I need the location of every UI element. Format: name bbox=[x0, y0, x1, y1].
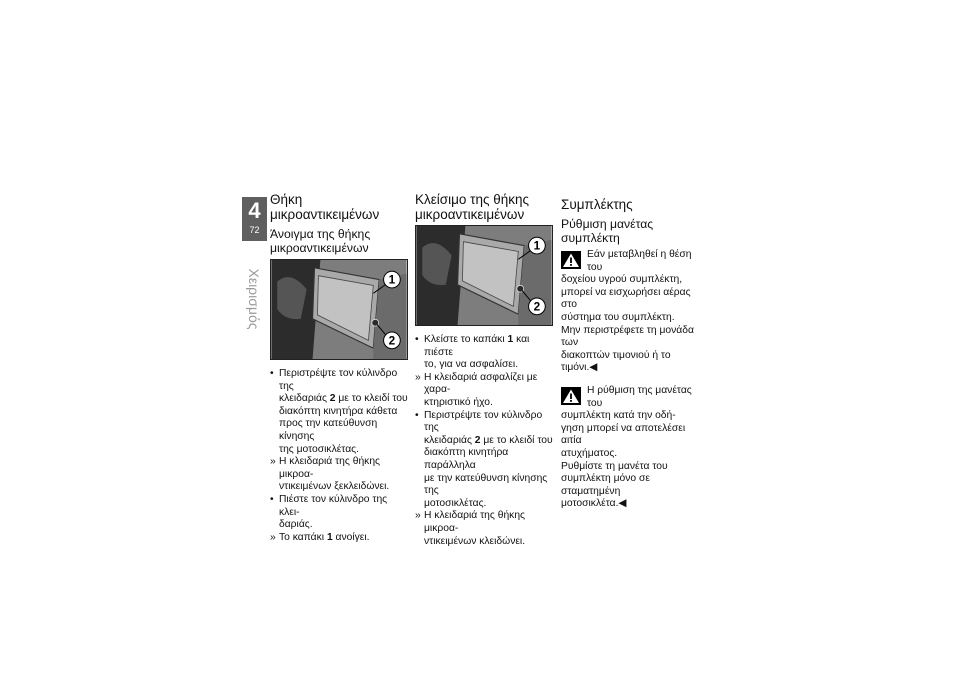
page-number: 72 bbox=[249, 225, 260, 235]
warning-block bbox=[561, 249, 703, 375]
bullet-mark: • bbox=[270, 368, 274, 379]
step-result: » Η κλειδαριά της θήκης μικροα- ντικειμένων κλειδώνει. bbox=[415, 510, 526, 547]
step-item: • Πιέστε τον κύλινδρο της κλει- δαριάς. bbox=[270, 493, 388, 531]
warning-triangle-icon bbox=[561, 387, 581, 405]
warning-triangle-icon bbox=[561, 251, 581, 269]
section-heading bbox=[415, 192, 555, 222]
column-clutch bbox=[561, 192, 703, 511]
bullet-mark: • bbox=[415, 334, 419, 345]
warning-text: Η ρύθμιση της μανέτας του συμπλέκτη κατά την οδή- γηση μπορεί να αποτελέσει αιτία ατυχήματος. Ρυθμίστε τη μανέτα του συμπλέκτη μόνο σε σταματημένη μοτοσικλέτα.◀ bbox=[561, 384, 692, 510]
result-mark: » bbox=[415, 371, 421, 383]
warning-block bbox=[561, 385, 703, 511]
chapter-number: 4 bbox=[248, 198, 261, 223]
side-chapter-label: Χειρισμός bbox=[246, 268, 262, 330]
step-result: » Η κλειδαριά ασφαλίζει με χαρα- κτηριστικό ήχο. bbox=[415, 371, 538, 408]
chapter-tab bbox=[242, 197, 267, 241]
callout-1: 1 bbox=[533, 239, 541, 253]
storage-compartment-photo bbox=[415, 225, 553, 326]
step-item: • Περιστρέψτε τον κύλινδρο της κλειδαριάς 2 με το κλειδί του διακόπτη κινητήρα κάθετα προς την κατεύθυνση κίνησης της μοτοσικλέτας. bbox=[270, 368, 408, 455]
subheading-line-2: μικροαντικειμένων bbox=[270, 241, 369, 255]
step-list bbox=[415, 334, 555, 548]
result-mark: » bbox=[270, 531, 276, 543]
storage-compartment-photo bbox=[270, 259, 408, 360]
section-heading: Θήκη μικροαντικειμένων bbox=[270, 192, 380, 222]
bullet-mark: • bbox=[415, 409, 419, 421]
subsection-heading bbox=[270, 227, 410, 255]
column-opening bbox=[270, 192, 410, 544]
heading-line-2: μικροαντικειμένων bbox=[415, 207, 525, 222]
bullet-mark: • bbox=[270, 493, 274, 505]
subheading-line-1: Άνοιγμα της θήκης bbox=[270, 227, 371, 241]
callout-2: 2 bbox=[388, 334, 396, 348]
step-list bbox=[270, 368, 410, 544]
result-mark: » bbox=[415, 510, 421, 522]
step-result: » Η κλειδαριά της θήκης μικροα- ντικειμένων ξεκλειδώνει. bbox=[270, 456, 390, 493]
result-mark: » bbox=[270, 456, 276, 468]
warning-text: Εάν μεταβληθεί η θέση του δοχείου υγρού συμπλέκτη, μπορεί να εισχωρήσει αέρας στο σύστημα του συμπλέκτη. Μην περιστρέφετε τη μονάδα των διακοπτών τιμονιού ή το τιμόνι.◀ bbox=[561, 249, 694, 374]
subsection-heading: Ρύθμιση μανέτας συμπλέκτη bbox=[561, 217, 654, 245]
section-heading: Συμπλέκτης bbox=[561, 197, 633, 212]
step-item: • Κλείστε το καπάκι 1 και πιέστε το, για να ασφαλίσει. bbox=[415, 334, 530, 371]
callout-1: 1 bbox=[388, 273, 396, 287]
heading-line-1: Κλείσιμο της θήκης bbox=[415, 192, 530, 207]
callout-2: 2 bbox=[533, 300, 541, 314]
step-item: • Περιστρέψτε τον κύλινδρο της κλειδαριάς 2 με το κλειδί του διακόπτη κινητήρα παράλληλα με την κατεύθυνση κίνησης της μοτοσικλέτας. bbox=[415, 409, 553, 509]
step-result: » Το καπάκι 1 ανοίγει. bbox=[270, 531, 370, 543]
column-closing bbox=[415, 192, 555, 548]
